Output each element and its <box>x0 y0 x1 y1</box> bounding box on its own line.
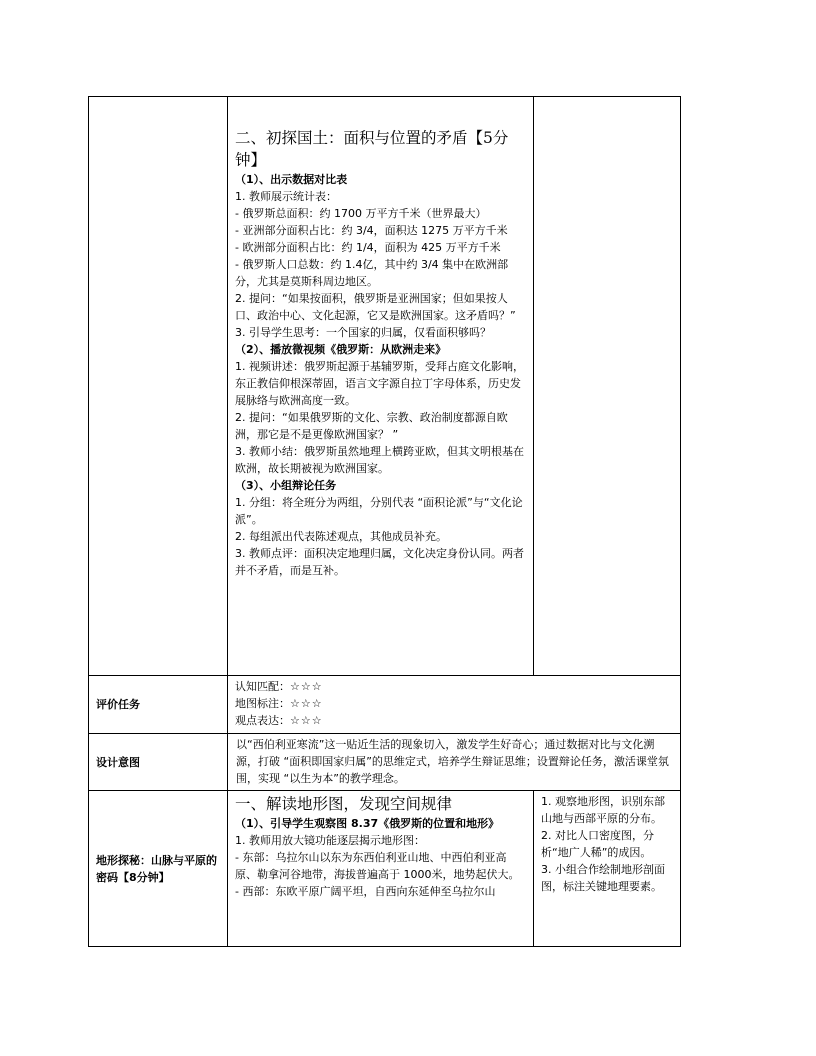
text-line: - 欧洲部分面积占比：约 1/4，面积为 425 万平方千米 <box>235 241 501 254</box>
text-line: 3. 引导学生思考：一个国家的归属，仅看面积够吗？ <box>235 326 491 339</box>
star-rating-icon: ☆☆☆ <box>290 680 323 693</box>
part-title: （1）、引导学生观察图 8.37《俄罗斯的位置和地形》 <box>235 817 500 830</box>
row1-activity-cell <box>534 97 681 676</box>
part-title: （1）、出示数据对比表 <box>235 173 348 186</box>
row4-activity-cell <box>534 791 681 947</box>
star-rating-icon: ☆☆☆ <box>290 714 323 727</box>
text-line: 1. 教师用放大镜功能逐层揭示地形图： <box>235 834 425 847</box>
text-line: 3. 教师点评：面积决定地理归属，文化决定身份认同。两者并不矛盾，而是互补。 <box>235 547 524 577</box>
rating-item <box>235 695 675 712</box>
part-title: （2）、播放微视频《俄罗斯：从欧洲走来》 <box>235 343 447 356</box>
row-label: 评价任务 <box>96 698 140 711</box>
section-title: 二、初探国土：面积与位置的矛盾【5分钟】 <box>235 129 509 169</box>
text-line: 3. 教师小结：俄罗斯虽然地理上横跨亚欧，但其文明根基在欧洲，故长期被视为欧洲国家。 <box>235 445 524 475</box>
text-line: 2. 提问：“如果俄罗斯的文化、宗教、政治制度都源自欧洲，那它是不是更像欧洲国家？ ” <box>235 411 508 441</box>
rating-label: 认知匹配： <box>235 680 290 693</box>
activity-item: 2. 对比人口密度图，分析“地广人稀”的成因。 <box>541 829 654 859</box>
section-title: 一、解读地形图，发现空间规律 <box>235 795 453 813</box>
row1-label-cell <box>89 97 228 676</box>
table-row <box>89 676 681 734</box>
table-row <box>89 97 681 676</box>
text-line: 2. 每组派出代表陈述观点，其他成员补充。 <box>235 530 447 543</box>
text-line: - 东部：乌拉尔山以东为东西伯利亚山地、中西伯利亚高原、勒拿河谷地带，海拔普遍高于 1000米，地势起伏大。 <box>235 851 520 881</box>
rating-label: 观点表达： <box>235 714 290 727</box>
row3-label-cell <box>89 734 228 791</box>
rating-item <box>235 678 675 695</box>
text-line: - 俄罗斯总面积：约 1700 万平方千米（世界最大） <box>235 207 487 220</box>
lesson-plan-table <box>88 96 681 947</box>
text-line: 1. 教师展示统计表： <box>235 190 337 203</box>
part-title: （3）、小组辩论任务 <box>235 479 337 492</box>
star-rating-icon: ☆☆☆ <box>290 697 323 710</box>
text-line: 1. 视频讲述：俄罗斯起源于基辅罗斯，受拜占庭文化影响，东正教信仰根深蒂固，语言文字源自拉丁字母体系，历史发展脉络与欧洲高度一致。 <box>235 360 524 407</box>
text-line: - 亚洲部分面积占比：约 3/4，面积达 1275 万平方千米 <box>235 224 508 237</box>
row3-content-cell <box>228 734 681 791</box>
text-line: 1. 分组：将全班分为两组，分别代表 “面积论派”与“文化论派”。 <box>235 496 523 526</box>
activity-item: 1. 观察地形图，识别东部山地与西部平原的分布。 <box>541 795 665 825</box>
design-intent-text: 以“西伯利亚寒流”这一贴近生活的现象切入，激发学生好奇心；通过数据对比与文化溯源，打破 “面积即国家归属”的思维定式，培养学生辩证思维；设置辩论任务，激活课堂氛围，实现 “以生为本”的教学理念。 <box>236 738 669 785</box>
row4-content-cell <box>228 791 534 947</box>
text-line: 2. 提问：“如果按面积，俄罗斯是亚洲国家；但如果按人口、政治中心、文化起源，它又是欧洲国家。这矛盾吗？” <box>235 292 516 322</box>
text-line: - 俄罗斯人口总数：约 1.4亿，其中约 3/4 集中在欧洲部分，尤其是莫斯科周边地区。 <box>235 258 509 288</box>
row2-label-cell <box>89 676 228 734</box>
table-row <box>89 791 681 947</box>
row2-content-cell <box>228 676 681 734</box>
row-label: 地形探秘：山脉与平原的密码【8分钟】 <box>96 853 217 884</box>
table-row <box>89 734 681 791</box>
row4-label-cell <box>89 791 228 947</box>
rating-label: 地图标注： <box>235 697 290 710</box>
activity-item: 3. 小组合作绘制地形剖面图，标注关键地理要素。 <box>541 863 665 893</box>
text-line: - 西部：东欧平原广阔平坦，自西向东延伸至乌拉尔山 <box>235 885 496 898</box>
rating-item <box>235 712 675 729</box>
row-label: 设计意图 <box>96 755 140 769</box>
row1-content-cell <box>228 97 534 676</box>
